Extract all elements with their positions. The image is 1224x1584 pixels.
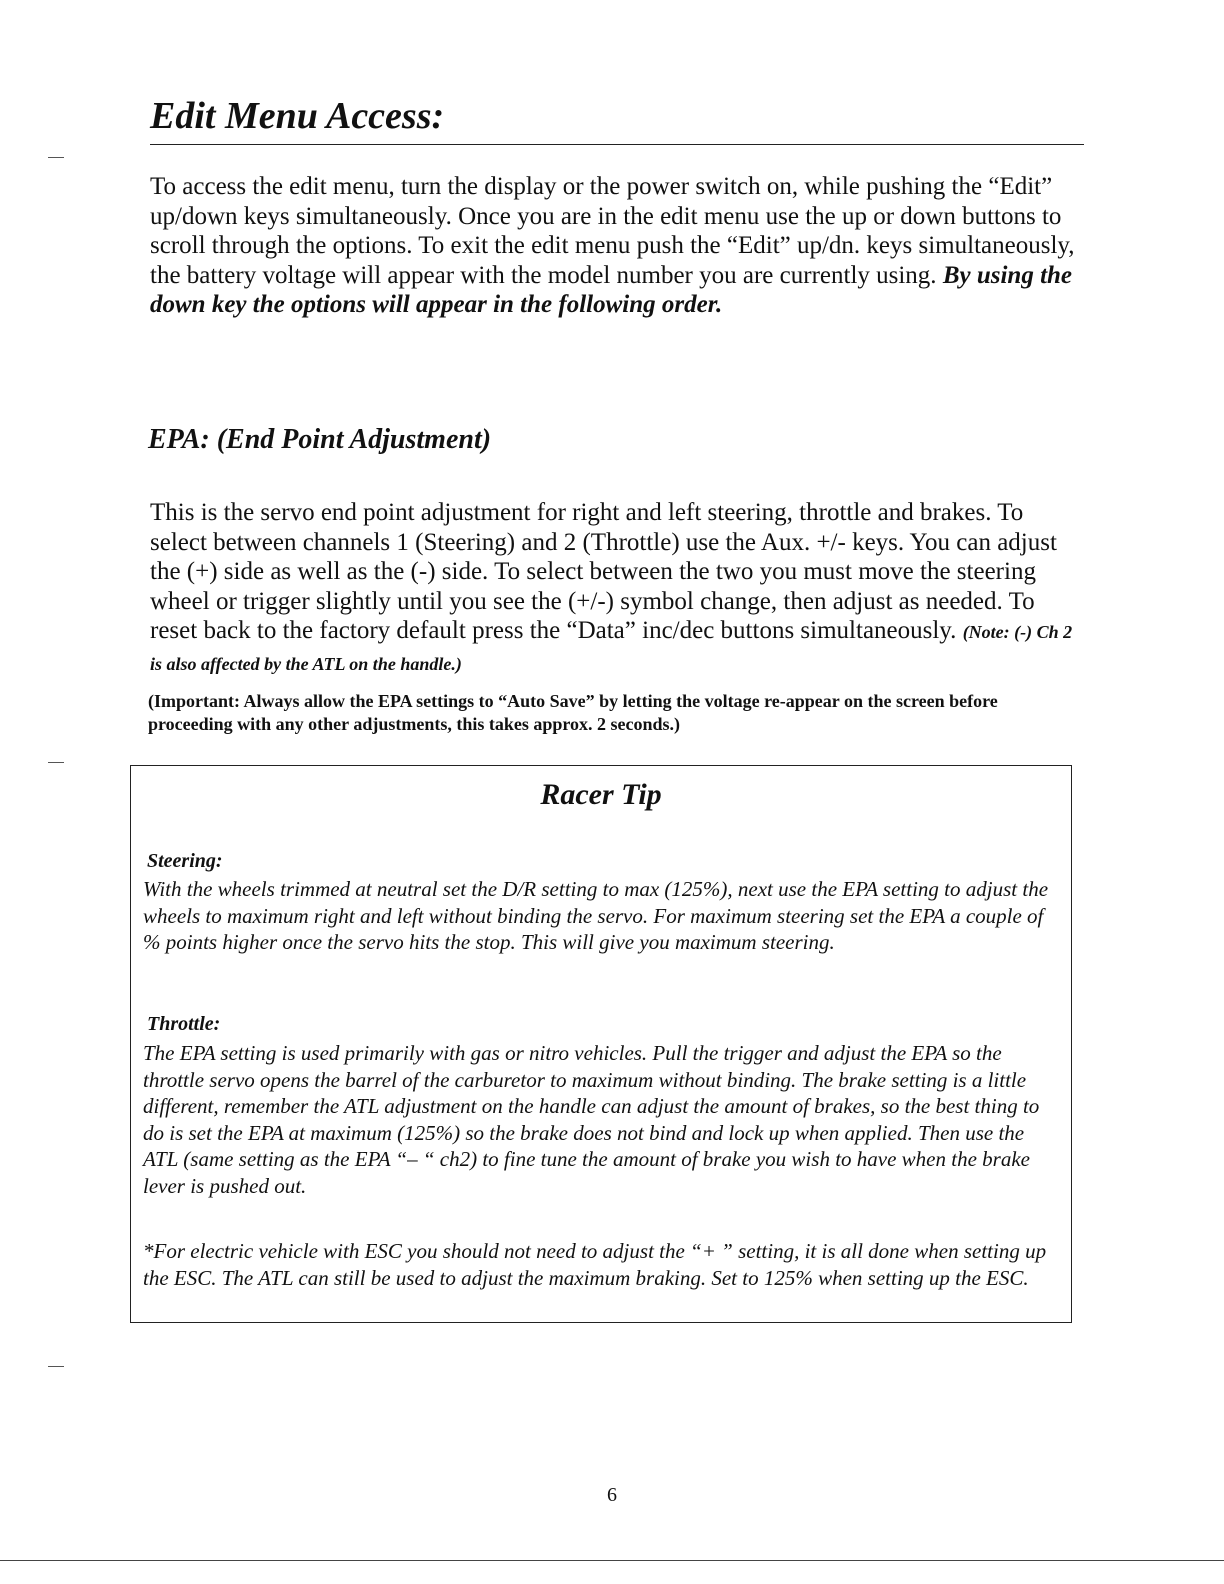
racer-tip-box xyxy=(130,765,1072,1323)
electric-vehicle-note: *For electric vehicle with ESC you should not need to adjust the “+ ” setting, it is all done when setting up the ESC. The ATL can still be used to adjust the maximum braking. Set to 125% when setting up the ESC. xyxy=(143,1239,1047,1290)
epa-heading: EPA: (End Point Adjustment) xyxy=(148,424,492,455)
epa-text: This is the servo end point adjustment for right and left steering, throttle and brakes. To select between channels 1 (Steering) and 2 (Throttle) use the Aux. +/- keys. You can adjust the (+) side as well as the (-) side. To select between the two you must move the steering wheel or trigger slightly until you see the (+/-) symbol change, then adjust as needed. To reset back to the factory default press the “Data” inc/dec buttons simultaneously. xyxy=(150,499,1057,644)
page-number xyxy=(0,1484,1224,1507)
page-number-text: 6 xyxy=(607,1484,617,1506)
intro-emphasis: By using the down key the options will appear in the following order. xyxy=(150,261,1073,318)
epa-important-note: (Important: Always allow the EPA settings to “Auto Save” by letting the voltage re-appear on the screen before proceeding with any other adjustments, this takes approx. 2 seconds.) xyxy=(148,691,998,734)
page-heading: Edit Menu Access: xyxy=(150,92,1084,145)
steering-text: With the wheels trimmed at neutral set the D/R setting to max (125%), next use the EPA setting to adjust the wheels to maximum right and left without binding the servo. For maximum steering set the EPA a couple of % points higher once the servo hits the stop. This will give you maximum steering. xyxy=(143,877,1049,954)
intro-text: To access the edit menu, turn the display or the power switch on, while pushing the “Edit” up/down keys simultaneously. Once you are in the edit menu use the up or down buttons to scroll through the options. To exit the edit menu push the “Edit” up/dn. keys simultaneously, the battery voltage will appear with the model number you are currently using. xyxy=(150,173,1075,289)
epa-note: (Note: (-) Ch 2 is also affected by the ATL on the handle.) xyxy=(150,622,1073,674)
margin-mark xyxy=(48,1366,64,1367)
steering-label: Steering: xyxy=(147,850,223,872)
epa-paragraph xyxy=(150,498,1080,679)
bottom-rule xyxy=(0,1560,1224,1561)
throttle-label: Throttle: xyxy=(147,1013,221,1035)
throttle-text: The EPA setting is used primarily with gas or nitro vehicles. Pull the trigger and adjust the EPA so the throttle servo opens the barrel of the carburetor to maximum without binding. The brake setting is a little different, remember the ATL adjustment on the handle can adjust the amount of brakes, so the best thing to do is set the EPA at maximum (125%) so the brake does not bind and lock up when applied. Then use the ATL (same setting as the EPA “– “ ch2) to fine tune the amount of brake you wish to have when the brake lever is pushed out. xyxy=(143,1041,1040,1198)
margin-mark xyxy=(48,157,64,158)
margin-mark xyxy=(48,762,64,763)
intro-paragraph xyxy=(150,172,1080,320)
racer-tip-title: Racer Tip xyxy=(540,778,662,811)
